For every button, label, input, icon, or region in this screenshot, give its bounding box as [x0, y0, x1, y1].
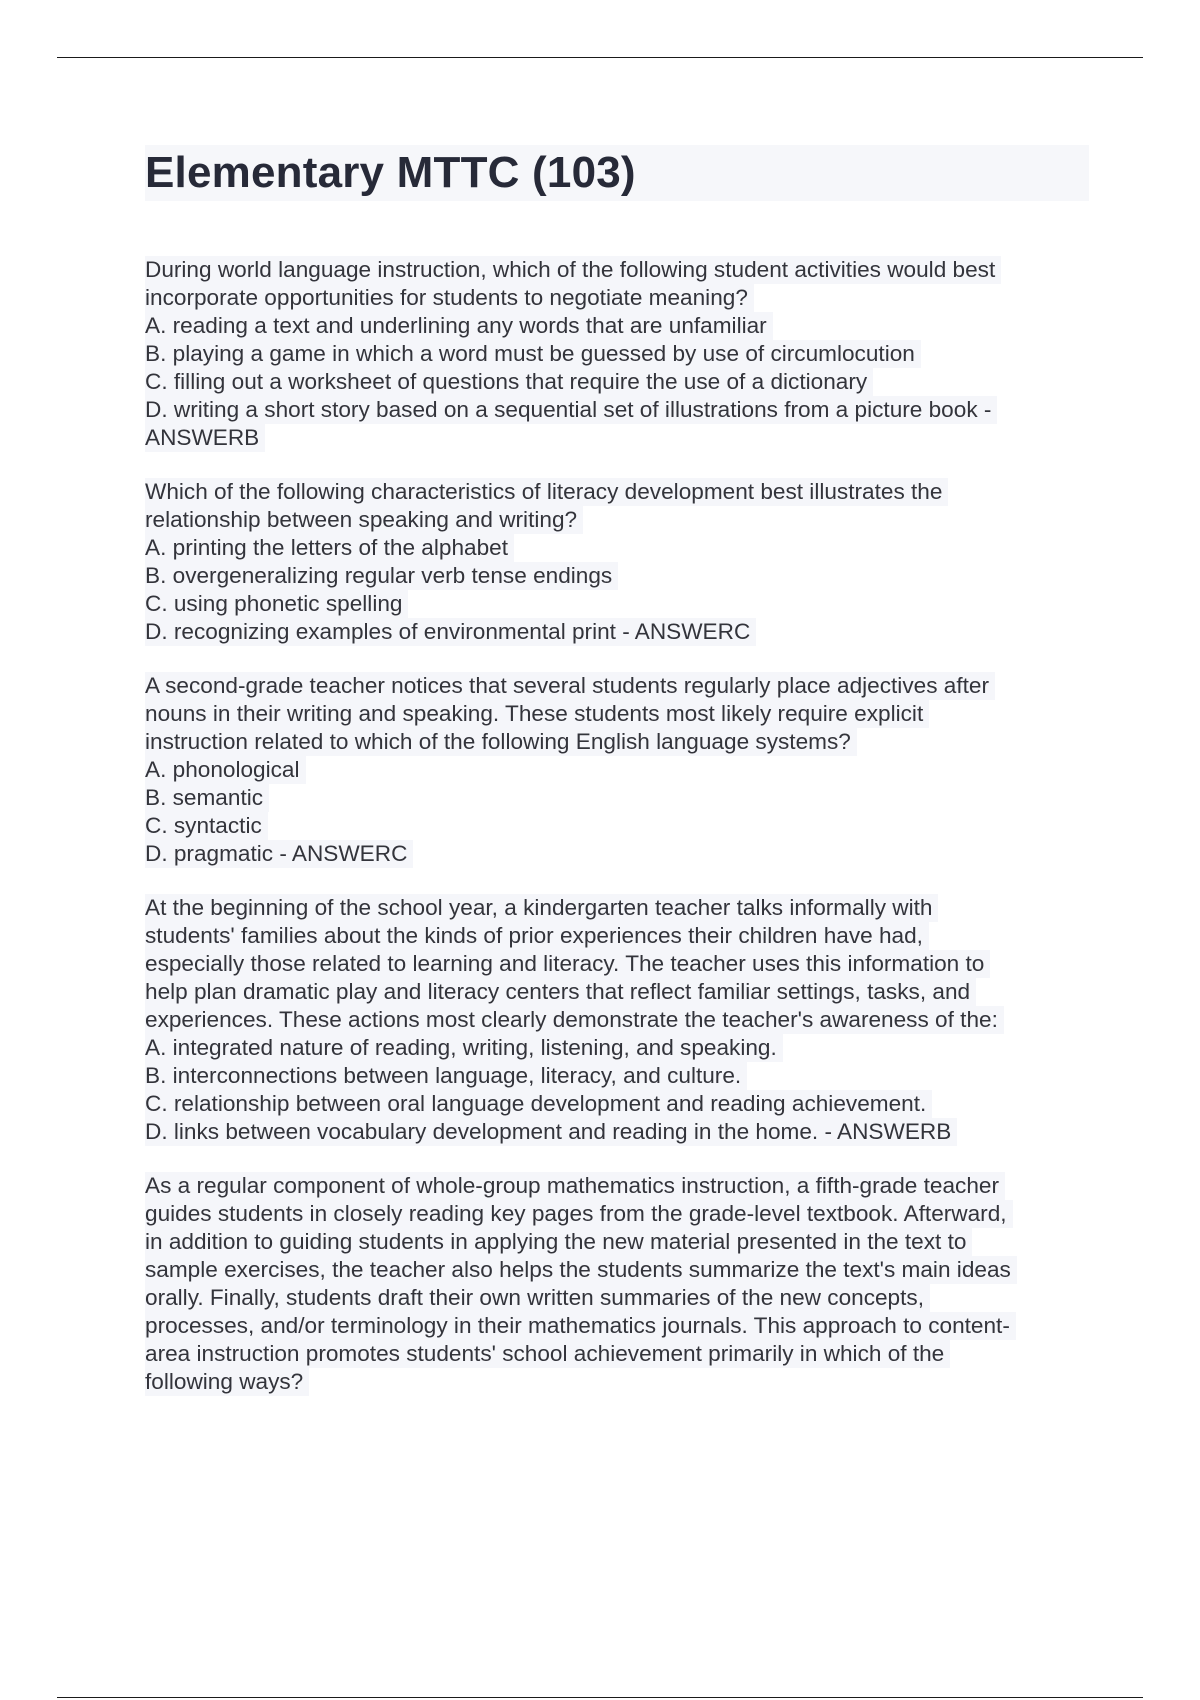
- text-line: [145, 894, 1075, 922]
- question-block: [145, 478, 1075, 646]
- answer-option-line: A. phonological: [145, 756, 306, 784]
- text-line: [145, 256, 1075, 284]
- question-text-line: sample exercises, the teacher also helps the students summarize the text's main ideas: [145, 1256, 1017, 1284]
- text-line: [145, 672, 1075, 700]
- text-line: [145, 312, 1075, 340]
- top-rule: [57, 57, 1143, 58]
- question-text-line: A second-grade teacher notices that several students regularly place adjectives after: [145, 672, 995, 700]
- question-list: [145, 256, 1075, 1422]
- question-text-line: area instruction promotes students' school achievement primarily in which of the: [145, 1340, 950, 1368]
- text-line: [145, 1006, 1075, 1034]
- question-block: [145, 1172, 1075, 1396]
- text-line: [145, 506, 1075, 534]
- text-line: [145, 1034, 1075, 1062]
- question-text-line: nouns in their writing and speaking. These students most likely require explicit: [145, 700, 929, 728]
- question-text-line: in addition to guiding students in applying the new material presented in the text to: [145, 1228, 972, 1256]
- text-line: [145, 812, 1075, 840]
- text-line: [145, 950, 1075, 978]
- text-line: [145, 978, 1075, 1006]
- answer-option-line: D. pragmatic - ANSWERC: [145, 840, 413, 868]
- answer-option-line: D. links between vocabulary development and reading in the home. - ANSWERB: [145, 1118, 957, 1146]
- text-line: [145, 1340, 1075, 1368]
- text-line: [145, 1368, 1075, 1396]
- text-line: [145, 340, 1075, 368]
- text-line: [145, 1090, 1075, 1118]
- text-line: [145, 534, 1075, 562]
- question-text-line: Which of the following characteristics of literacy development best illustrates the: [145, 478, 948, 506]
- question-text-line: guides students in closely reading key pages from the grade-level textbook. Afterward,: [145, 1200, 1013, 1228]
- question-text-line: help plan dramatic play and literacy centers that reflect familiar settings, tasks, and: [145, 978, 976, 1006]
- text-line: [145, 922, 1075, 950]
- question-text-line: As a regular component of whole-group mathematics instruction, a fifth-grade teacher: [145, 1172, 1005, 1200]
- question-block: [145, 256, 1075, 452]
- text-line: [145, 1228, 1075, 1256]
- question-text-line: following ways?: [145, 1368, 309, 1396]
- question-text-line: processes, and/or terminology in their mathematics journals. This approach to content-: [145, 1312, 1016, 1340]
- question-text-line: During world language instruction, which of the following student activities would best: [145, 256, 1001, 284]
- question-text-line: students' families about the kinds of prior experiences their children have had,: [145, 922, 929, 950]
- text-line: [145, 784, 1075, 812]
- answer-option-line: A. integrated nature of reading, writing, listening, and speaking.: [145, 1034, 783, 1062]
- answer-option-line: C. filling out a worksheet of questions that require the use of a dictionary: [145, 368, 873, 396]
- answer-option-line: A. reading a text and underlining any words that are unfamiliar: [145, 312, 773, 340]
- question-text-line: instruction related to which of the following English language systems?: [145, 728, 857, 756]
- text-line: [145, 840, 1075, 868]
- text-line: [145, 478, 1075, 506]
- answer-option-line: D. writing a short story based on a sequential set of illustrations from a picture book -: [145, 396, 997, 424]
- text-line: [145, 1062, 1075, 1090]
- answer-option-line: B. semantic: [145, 784, 269, 812]
- text-line: [145, 700, 1075, 728]
- answer-option-line: C. syntactic: [145, 812, 268, 840]
- text-line: [145, 618, 1075, 646]
- text-line: [145, 562, 1075, 590]
- text-line: [145, 284, 1075, 312]
- text-line: [145, 1118, 1075, 1146]
- answer-option-line: C. relationship between oral language development and reading achievement.: [145, 1090, 932, 1118]
- text-line: [145, 424, 1075, 452]
- answer-option-line: A. printing the letters of the alphabet: [145, 534, 514, 562]
- text-line: [145, 1200, 1075, 1228]
- answer-option-line: D. recognizing examples of environmental print - ANSWERC: [145, 618, 756, 646]
- answer-option-line: B. playing a game in which a word must be guessed by use of circumlocution: [145, 340, 921, 368]
- question-text-line: especially those related to learning and literacy. The teacher uses this information to: [145, 950, 990, 978]
- text-line: [145, 1172, 1075, 1200]
- question-block: [145, 672, 1075, 868]
- answer-option-line: B. interconnections between language, literacy, and culture.: [145, 1062, 747, 1090]
- question-block: [145, 894, 1075, 1146]
- text-line: [145, 396, 1075, 424]
- question-text-line: relationship between speaking and writing?: [145, 506, 583, 534]
- text-line: [145, 368, 1075, 396]
- question-text-line: incorporate opportunities for students to negotiate meaning?: [145, 284, 754, 312]
- text-line: [145, 1284, 1075, 1312]
- text-line: [145, 756, 1075, 784]
- bottom-rule: [57, 1697, 1143, 1698]
- question-text-line: experiences. These actions most clearly demonstrate the teacher's awareness of the:: [145, 1006, 1004, 1034]
- text-line: [145, 590, 1075, 618]
- title-band: [145, 145, 1089, 201]
- answer-option-line: B. overgeneralizing regular verb tense endings: [145, 562, 618, 590]
- page-title: Elementary MTTC (103): [145, 148, 636, 197]
- text-line: [145, 728, 1075, 756]
- answer-option-line: C. using phonetic spelling: [145, 590, 408, 618]
- question-text-line: ANSWERB: [145, 424, 265, 452]
- question-text-line: At the beginning of the school year, a kindergarten teacher talks informally with: [145, 894, 938, 922]
- question-text-line: orally. Finally, students draft their own written summaries of the new concepts,: [145, 1284, 930, 1312]
- text-line: [145, 1312, 1075, 1340]
- text-line: [145, 1256, 1075, 1284]
